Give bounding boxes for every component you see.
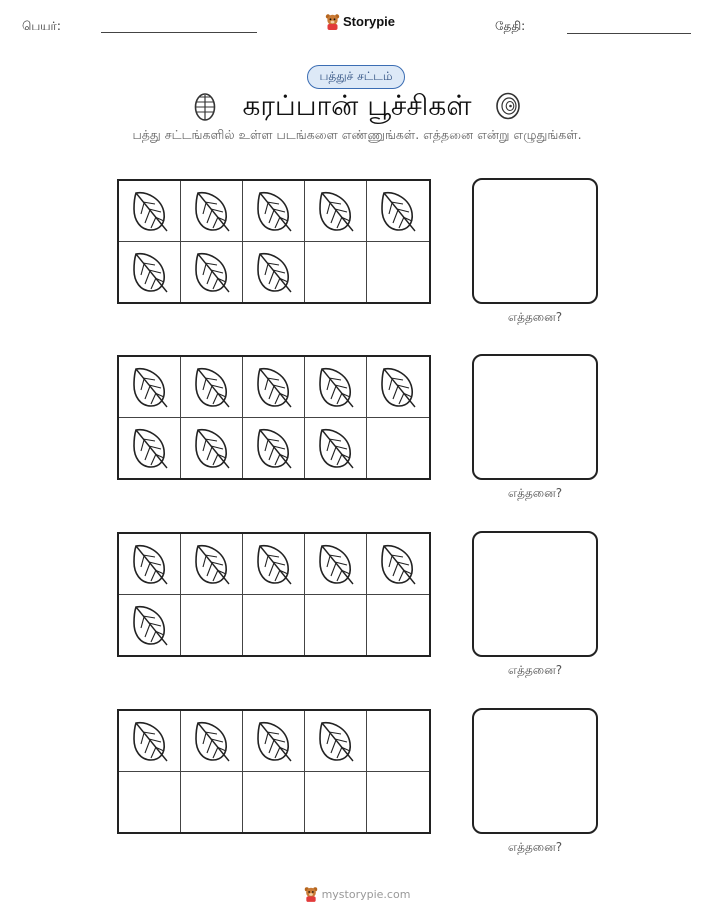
frame-cell (367, 772, 429, 833)
frame-cell (305, 595, 367, 656)
frame-cell (181, 357, 243, 418)
frame-cell (243, 534, 305, 595)
leaf-icon (131, 365, 169, 409)
frame-cell (367, 357, 429, 418)
frame-cell (243, 595, 305, 656)
frame-cell (181, 595, 243, 656)
ten-frame (117, 709, 431, 834)
answer-box[interactable] (472, 178, 598, 304)
leaf-icon (193, 719, 231, 763)
footer-url: mystorypie.com (321, 887, 411, 901)
frame-cell (181, 711, 243, 772)
frame-cell (119, 534, 181, 595)
bear-logo-icon (304, 886, 318, 902)
shell-icon (495, 92, 521, 120)
leaf-icon (193, 426, 231, 470)
frame-cell (181, 181, 243, 242)
frame-cell (119, 711, 181, 772)
frame-cell (305, 772, 367, 833)
frame-cell (181, 772, 243, 833)
leaf-icon (379, 365, 417, 409)
leaf-icon (193, 365, 231, 409)
frame-cell (119, 357, 181, 418)
frame-cell (367, 711, 429, 772)
leaf-icon (379, 542, 417, 586)
leaf-icon (193, 250, 231, 294)
leaf-icon (131, 542, 169, 586)
frame-cell (367, 181, 429, 242)
leaf-icon (131, 603, 169, 647)
bear-logo-icon (325, 13, 340, 30)
leaf-icon (317, 189, 355, 233)
leaf-icon (317, 426, 355, 470)
frame-cell (119, 418, 181, 479)
frame-cell (181, 242, 243, 303)
frame-cell (119, 181, 181, 242)
leaf-icon (255, 365, 293, 409)
question-label: எத்தனை? (507, 310, 563, 324)
date-line[interactable] (567, 33, 691, 34)
worksheet-title: கரப்பான் பூச்சிகள் (242, 89, 472, 122)
brand-name: Storypie (343, 14, 396, 29)
frame-cell (181, 418, 243, 479)
leaf-icon (193, 542, 231, 586)
instruction-text: பத்து சட்டங்களில் உள்ள படங்களை எண்ணுங்கள். எத்தனை என்று எழுதுங்கள். (132, 127, 582, 142)
brand-logo (325, 13, 395, 30)
frame-cell (243, 357, 305, 418)
frame-cell (243, 711, 305, 772)
frame-cell (181, 534, 243, 595)
topic-badge: பத்துச் சட்டம் (307, 65, 405, 89)
leaf-icon (255, 426, 293, 470)
frame-cell (119, 772, 181, 833)
leaf-icon (255, 189, 293, 233)
frame-cell (305, 181, 367, 242)
question-label: எத்தனை? (507, 663, 563, 677)
leaf-icon (131, 719, 169, 763)
leaf-icon (317, 365, 355, 409)
ten-frame (117, 355, 431, 480)
leaf-icon (193, 189, 231, 233)
frame-cell (305, 711, 367, 772)
frame-cell (243, 772, 305, 833)
frame-cell (305, 534, 367, 595)
name-line[interactable] (101, 32, 257, 33)
leaf-icon (255, 542, 293, 586)
answer-box[interactable] (472, 354, 598, 480)
question-label: எத்தனை? (507, 840, 563, 854)
leaf-icon (317, 719, 355, 763)
question-label: எத்தனை? (507, 486, 563, 500)
frame-cell (243, 181, 305, 242)
answer-box[interactable] (472, 708, 598, 834)
frame-cell (305, 357, 367, 418)
frame-cell (119, 242, 181, 303)
frame-cell (367, 595, 429, 656)
footer (0, 886, 714, 902)
leaf-icon (317, 542, 355, 586)
ten-frame (117, 532, 431, 657)
leaf-icon (131, 426, 169, 470)
name-label: பெயர்: (22, 19, 61, 33)
leaf-icon (131, 250, 169, 294)
answer-box[interactable] (472, 531, 598, 657)
leaf-icon (255, 719, 293, 763)
frame-cell (367, 534, 429, 595)
frame-cell (367, 418, 429, 479)
leaf-icon (131, 189, 169, 233)
leaf-icon (255, 250, 293, 294)
frame-cell (367, 242, 429, 303)
frame-cell (243, 242, 305, 303)
date-label: தேதி: (495, 19, 526, 33)
ten-frame (117, 179, 431, 304)
leaf-icon (379, 189, 417, 233)
frame-cell (305, 418, 367, 479)
frame-cell (243, 418, 305, 479)
frame-cell (305, 242, 367, 303)
frame-cell (119, 595, 181, 656)
